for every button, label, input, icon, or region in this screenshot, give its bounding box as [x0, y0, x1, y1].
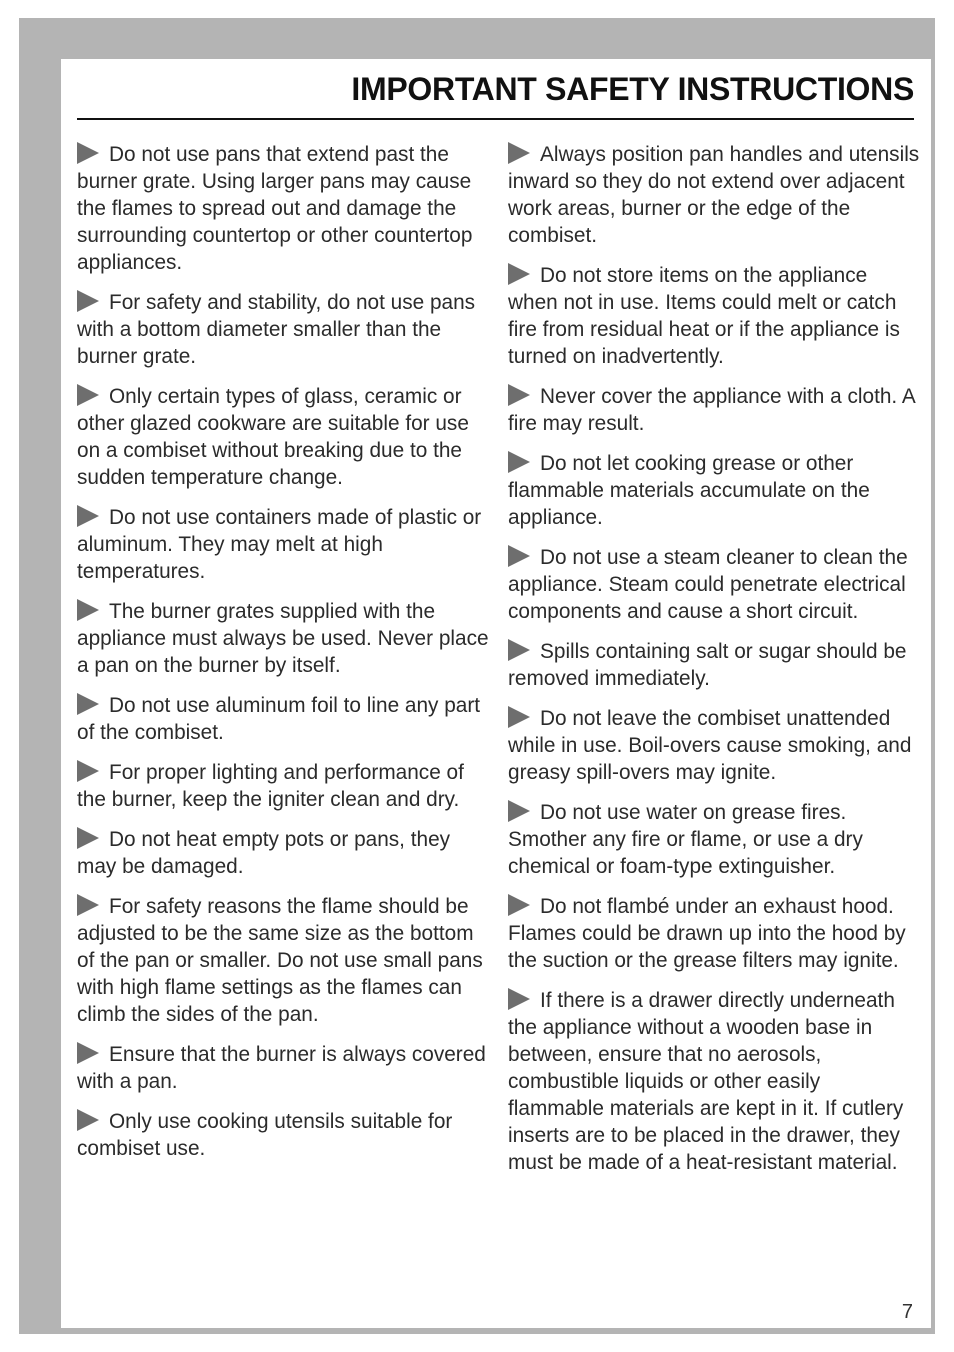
instruction-item [77, 141, 489, 276]
instruction-item [77, 759, 489, 813]
instruction-item [508, 450, 920, 531]
instruction-text: Do not use pans that extend past the burner grate. Using larger pans may cause the flames to spread out and damage the surrounding countertop or other countertop appliances. [77, 143, 473, 274]
right-column [508, 141, 920, 1189]
triangle-right-icon [508, 800, 530, 822]
instruction-item [508, 987, 920, 1176]
triangle-right-icon [508, 988, 530, 1010]
instruction-item [508, 544, 920, 625]
triangle-right-icon [77, 142, 99, 164]
triangle-right-icon [77, 599, 99, 621]
instruction-text: Do not use aluminum foil to line any part of the combiset. [77, 694, 481, 744]
triangle-right-icon [77, 505, 99, 527]
triangle-right-icon [77, 760, 99, 782]
instruction-item [508, 705, 920, 786]
instruction-text: Only use cooking utensils suitable for combiset use. [77, 1110, 453, 1160]
instruction-item [77, 1041, 489, 1095]
triangle-right-icon [77, 384, 99, 406]
manual-page [61, 59, 931, 1328]
instruction-text: Do not use containers made of plastic or aluminum. They may melt at high temperatures. [77, 506, 482, 583]
instruction-text: For safety reasons the flame should be adjusted to be the same size as the bottom of the pan or smaller. Do not use small pans with high flame settings as the flames can climb the sides of the pan. [77, 895, 483, 1026]
triangle-right-icon [77, 693, 99, 715]
triangle-right-icon [77, 894, 99, 916]
triangle-right-icon [508, 384, 530, 406]
triangle-right-icon [508, 706, 530, 728]
instruction-text: If there is a drawer directly underneath the appliance without a wooden base in between, ensure that no aerosols, combustible liquids or other easily flammable materials are kept in it. If cutlery inserts are to be placed in the drawer, they must be made of a heat-resistant material. [508, 989, 904, 1174]
instruction-item [508, 638, 920, 692]
instruction-item [77, 504, 489, 585]
instruction-text: Do not heat empty pots or pans, they may be damaged. [77, 828, 451, 878]
page-number: 7 [901, 1301, 913, 1323]
instruction-text: Always position pan handles and utensils inward so they do not extend over adjacent work areas, burner or the edge of the combiset. [508, 143, 920, 247]
triangle-right-icon [508, 545, 530, 567]
instruction-item [77, 826, 489, 880]
triangle-right-icon [508, 142, 530, 164]
instruction-text: Do not use a steam cleaner to clean the appliance. Steam could penetrate electrical components and cause a short circuit. [508, 546, 908, 623]
instruction-text: Never cover the appliance with a cloth. A fire may result. [508, 385, 915, 435]
instruction-item [77, 692, 489, 746]
instruction-text: Only certain types of glass, ceramic or other glazed cookware are suitable for use on a combiset without breaking due to the sudden temperature change. [77, 385, 469, 489]
instruction-item [77, 383, 489, 491]
instruction-item [508, 141, 920, 249]
instruction-text: Ensure that the burner is always covered with a pan. [77, 1043, 486, 1093]
triangle-right-icon [77, 827, 99, 849]
triangle-right-icon [77, 1042, 99, 1064]
triangle-right-icon [508, 263, 530, 285]
instruction-text: The burner grates supplied with the appliance must always be used. Never place a pan on the burner by itself. [77, 600, 489, 677]
instruction-text: Do not store items on the appliance when not in use. Items could melt or catch fire from residual heat or if the appliance is turned on inadvertently. [508, 264, 900, 368]
instruction-item [77, 1108, 489, 1162]
instruction-item [508, 893, 920, 974]
instruction-item [77, 598, 489, 679]
instruction-item [508, 383, 920, 437]
instruction-item [508, 262, 920, 370]
instruction-text: Do not leave the combiset unattended while in use. Boil-overs cause smoking, and greasy spill-overs may ignite. [508, 707, 912, 784]
triangle-right-icon [508, 639, 530, 661]
left-column [77, 141, 489, 1175]
instruction-item [77, 893, 489, 1028]
page-frame [19, 18, 935, 1334]
instruction-item [77, 289, 489, 370]
triangle-right-icon [77, 290, 99, 312]
instruction-text: For proper lighting and performance of the burner, keep the igniter clean and dry. [77, 761, 464, 811]
instruction-item [508, 799, 920, 880]
triangle-right-icon [508, 894, 530, 916]
triangle-right-icon [508, 451, 530, 473]
title-divider [77, 118, 914, 120]
instruction-text: Do not use water on grease fires. Smother any fire or flame, or use a dry chemical or foam-type extinguisher. [508, 801, 863, 878]
instruction-text: Do not let cooking grease or other flammable materials accumulate on the appliance. [508, 452, 870, 529]
instruction-text: Do not flambé under an exhaust hood. Flames could be drawn up into the hood by the suction or the grease filters may ignite. [508, 895, 906, 972]
instruction-text: Spills containing salt or sugar should be removed immediately. [508, 640, 907, 690]
page-title: IMPORTANT SAFETY INSTRUCTIONS [351, 71, 914, 107]
instruction-text: For safety and stability, do not use pans with a bottom diameter smaller than the burner grate. [77, 291, 476, 368]
triangle-right-icon [77, 1109, 99, 1131]
